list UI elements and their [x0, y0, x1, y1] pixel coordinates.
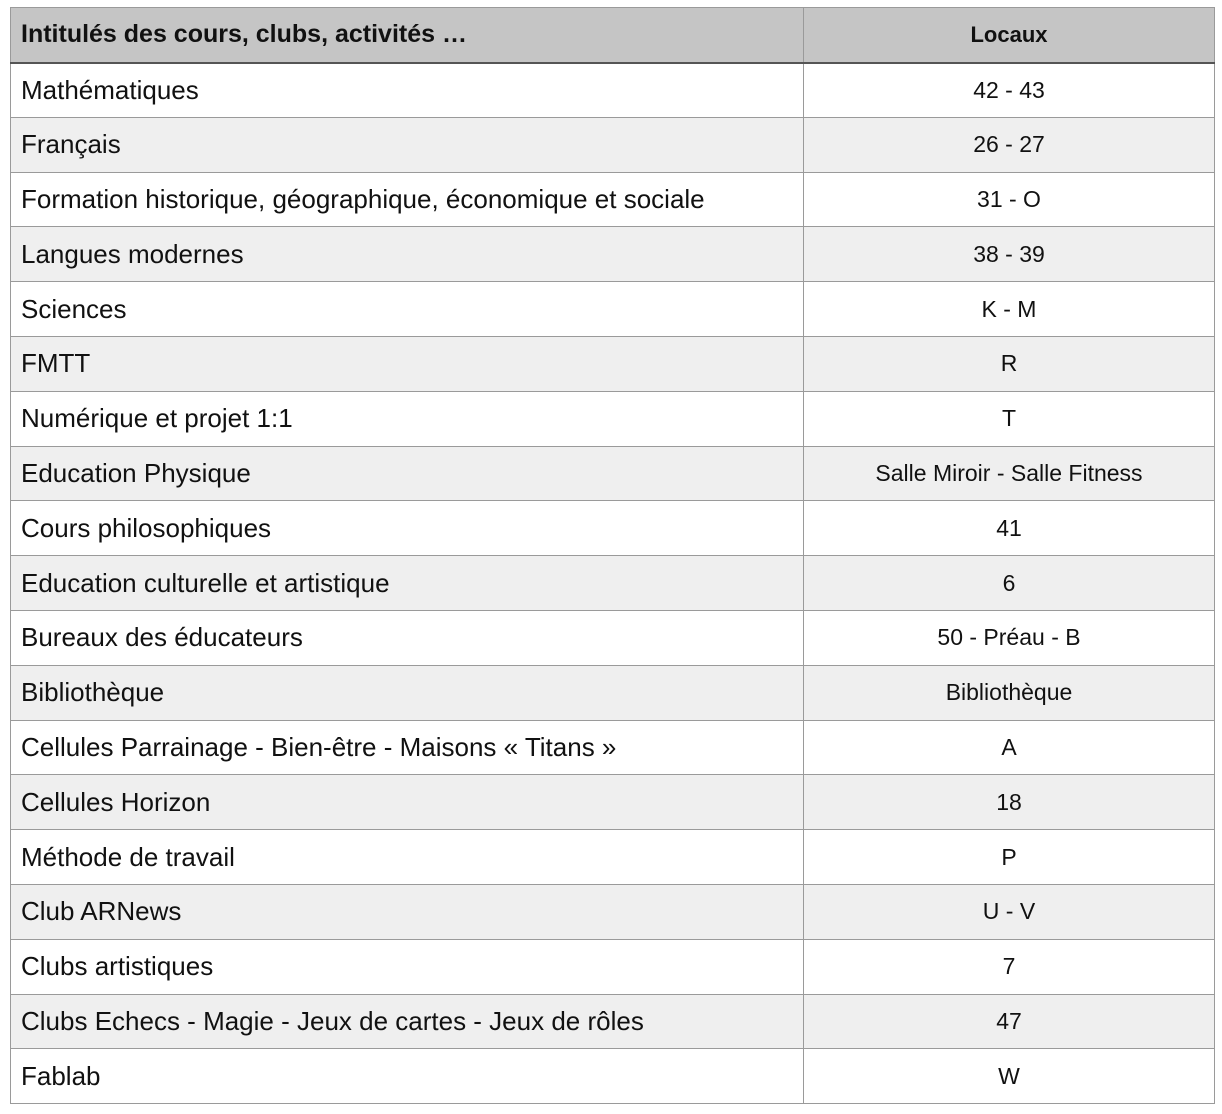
table-row: [11, 1049, 1215, 1104]
course-cell: Bibliothèque: [11, 665, 804, 720]
table-row: [11, 939, 1215, 994]
course-cell: Fablab: [11, 1049, 804, 1104]
table-row: [11, 282, 1215, 337]
table-row: [11, 227, 1215, 282]
table-row: [11, 610, 1215, 665]
room-cell: A: [804, 720, 1215, 775]
room-cell: R: [804, 336, 1215, 391]
room-cell: 6: [804, 556, 1215, 611]
course-cell: Cours philosophiques: [11, 501, 804, 556]
table-row: [11, 830, 1215, 885]
course-cell: Langues modernes: [11, 227, 804, 282]
table-row: [11, 994, 1215, 1049]
table-row: [11, 720, 1215, 775]
course-cell: Numérique et projet 1:1: [11, 391, 804, 446]
course-cell: Clubs Echecs - Magie - Jeux de cartes - Jeux de rôles: [11, 994, 804, 1049]
table-row: [11, 501, 1215, 556]
table-row: [11, 117, 1215, 172]
room-cell: Salle Miroir - Salle Fitness: [804, 446, 1215, 501]
column-header-room: Locaux: [804, 8, 1215, 63]
course-cell: Education culturelle et artistique: [11, 556, 804, 611]
room-cell: 31 - O: [804, 172, 1215, 227]
course-cell: Français: [11, 117, 804, 172]
column-header-course: Intitulés des cours, clubs, activités …: [11, 8, 804, 63]
rooms-table: [10, 7, 1215, 1104]
table-row: [11, 775, 1215, 830]
course-cell: Cellules Parrainage - Bien-être - Maisons « Titans »: [11, 720, 804, 775]
room-cell: 7: [804, 939, 1215, 994]
table-row: [11, 63, 1215, 118]
course-cell: FMTT: [11, 336, 804, 391]
course-cell: Cellules Horizon: [11, 775, 804, 830]
room-cell: U - V: [804, 884, 1215, 939]
table-header-row: [11, 8, 1215, 63]
room-cell: K - M: [804, 282, 1215, 337]
room-cell: Bibliothèque: [804, 665, 1215, 720]
room-cell: W: [804, 1049, 1215, 1104]
room-cell: 26 - 27: [804, 117, 1215, 172]
course-cell: Club ARNews: [11, 884, 804, 939]
table-row: [11, 446, 1215, 501]
course-cell: Clubs artistiques: [11, 939, 804, 994]
table-row: [11, 556, 1215, 611]
room-cell: 42 - 43: [804, 63, 1215, 118]
table-row: [11, 172, 1215, 227]
course-cell: Mathématiques: [11, 63, 804, 118]
table-row: [11, 391, 1215, 446]
room-cell: 41: [804, 501, 1215, 556]
room-cell: 38 - 39: [804, 227, 1215, 282]
course-cell: Méthode de travail: [11, 830, 804, 885]
room-cell: 18: [804, 775, 1215, 830]
table-row: [11, 884, 1215, 939]
room-cell: 50 - Préau - B: [804, 610, 1215, 665]
table-row: [11, 665, 1215, 720]
course-cell: Formation historique, géographique, économique et sociale: [11, 172, 804, 227]
course-cell: Sciences: [11, 282, 804, 337]
room-cell: T: [804, 391, 1215, 446]
room-cell: 47: [804, 994, 1215, 1049]
course-cell: Bureaux des éducateurs: [11, 610, 804, 665]
table-row: [11, 336, 1215, 391]
room-cell: P: [804, 830, 1215, 885]
course-cell: Education Physique: [11, 446, 804, 501]
